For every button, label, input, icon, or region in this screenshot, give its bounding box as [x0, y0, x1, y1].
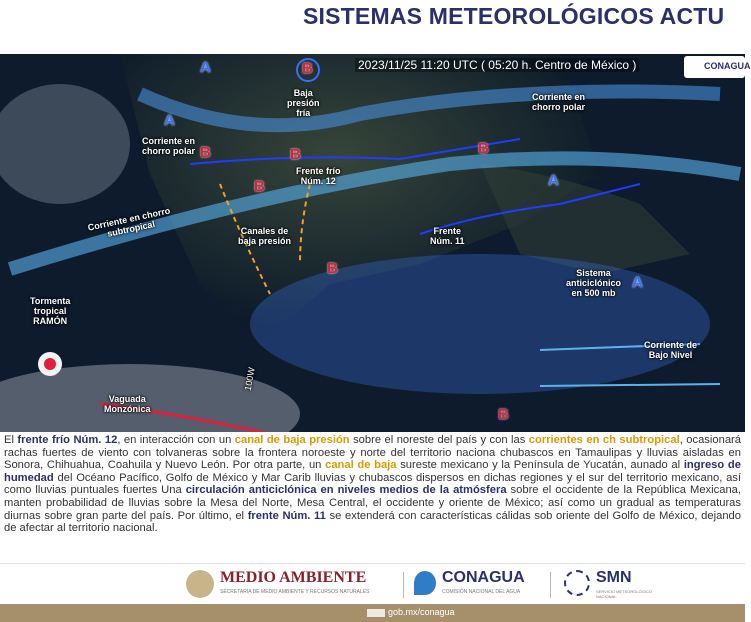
low-pressure-mark: B	[200, 144, 211, 161]
org-medio-ambiente-sub: SECRETARÍA DE MEDIO AMBIENTE Y RECURSOS NATURALES	[220, 589, 370, 595]
low-pressure-mark: B	[478, 140, 489, 157]
bottom-bar	[0, 604, 745, 622]
highlight-text: frente frío Núm. 12	[17, 434, 118, 446]
site-url[interactable]: gob.mx/conagua	[388, 607, 455, 617]
body-text: El	[4, 434, 18, 446]
label-polar-jet-left: Corriente en chorro polar	[142, 136, 196, 156]
map-graphics	[0, 54, 745, 432]
low-pressure-mark: B	[302, 60, 313, 77]
seal-icon	[186, 570, 214, 598]
label-low-level-jet: Corriente de Bajo Nivel	[644, 340, 698, 360]
low-pressure-mark: B	[498, 406, 509, 423]
water-drop-icon	[414, 571, 436, 595]
header	[0, 0, 745, 34]
issue-bar	[0, 34, 745, 54]
body-text: sobre el occidente de la República Mexicana, manten probabilidad de lluvias sobre la Mesa del Norte, Mesa Central, el occidente y oriente de México; así como un gradual as temperaturas diurnas sobre gran parte del país. Por último, el	[4, 484, 742, 522]
body-text: , ocasionará rachas fuertes de viento con tolvaneras sobre la frontera noroeste y norte del territorio naciona chubascos en Tamaulipas y lluvias aisladas en Sonora, Chihuahua, Coahuila y Nuevo León. Por otra parte, un	[4, 434, 742, 472]
highlight-text: canal de baja	[325, 459, 397, 472]
highlight-text: corrientes en ch	[528, 434, 616, 446]
label-monsoon-trough: Vaguada Monzónica	[104, 394, 151, 414]
high-pressure-mark: A	[164, 112, 175, 129]
highlight-text: subtropical	[619, 434, 680, 446]
page-title: SISTEMAS METEOROLÓGICOS ACTU	[303, 3, 725, 29]
org-smn-sub: SERVICIO METEOROLÓGICO NACIONAL	[596, 589, 652, 599]
org-smn: SMN	[596, 569, 632, 586]
label-cold-low: Baja presión fría	[287, 88, 320, 118]
label-polar-jet-right: Corriente en chorro polar	[532, 92, 586, 112]
low-pressure-mark: B	[254, 178, 265, 195]
low-pressure-mark: B	[290, 146, 301, 163]
highlight-text: ingreso de humedad	[4, 459, 741, 484]
map-logo: CONAGUA	[684, 56, 745, 78]
highlight-text: circulación anticiclónica	[185, 484, 317, 497]
divider	[550, 572, 551, 598]
forecast-text	[0, 432, 745, 563]
highlight-text: canal de baja presión	[234, 434, 350, 446]
low-pressure-mark: B	[327, 260, 338, 277]
divider	[403, 572, 404, 598]
body-text: del Océano Pacífico, Golfo de México y Mar Carib lluvias y chubascos dispersos en dichas regiones y el sur del territorio mexicano, así como lluvias puntuales fuertes Una	[4, 471, 741, 497]
org-conagua: CONAGUA	[442, 569, 525, 586]
smn-gear-icon	[564, 570, 590, 596]
label-longitude: 100W	[242, 366, 257, 392]
org-conagua-sub: COMISIÓN NACIONAL DEL AGUA	[442, 589, 521, 595]
body-text: sureste mexicano y la Península de Yucatán, aunado al	[396, 459, 684, 472]
label-subtropical-jet: Corriente en chorro subtropical	[86, 205, 172, 239]
org-medio-ambiente: MEDIO AMBIENTE	[220, 569, 367, 586]
highlight-text: en niveles medios de la atmósfera	[320, 484, 507, 497]
high-pressure-mark: A	[632, 274, 643, 291]
satellite-map	[0, 54, 745, 432]
timestamp: 2023/11/25 11:20 UTC ( 05:20 h. Centro de México )	[355, 58, 639, 72]
highlight-text: frente Núm. 11	[247, 509, 326, 522]
label-cold-front-12: Frente frío Núm. 12	[296, 166, 341, 186]
label-tropical-storm: Tormenta tropical RAMÓN	[30, 296, 71, 326]
body-text: , en interacción con un	[117, 434, 235, 446]
body-text: se extenderá con características cálidas sob oriente del Golfo de México, dejando de afectar al territorio nacional.	[4, 509, 742, 535]
label-anticyclone: Sistema anticiclónico en 500 mb	[566, 268, 622, 298]
social-icons	[367, 609, 385, 617]
footer	[0, 563, 745, 605]
storm-center	[44, 358, 56, 370]
high-pressure-mark: A	[200, 59, 211, 76]
high-pressure-mark: A	[548, 172, 559, 189]
label-troughs: Canales de baja presión	[238, 226, 292, 246]
body-text: sobre el noreste del país y con las	[349, 434, 529, 446]
label-front-11: Frente Núm. 11	[430, 226, 465, 246]
forecast-paragraph	[0, 432, 745, 535]
